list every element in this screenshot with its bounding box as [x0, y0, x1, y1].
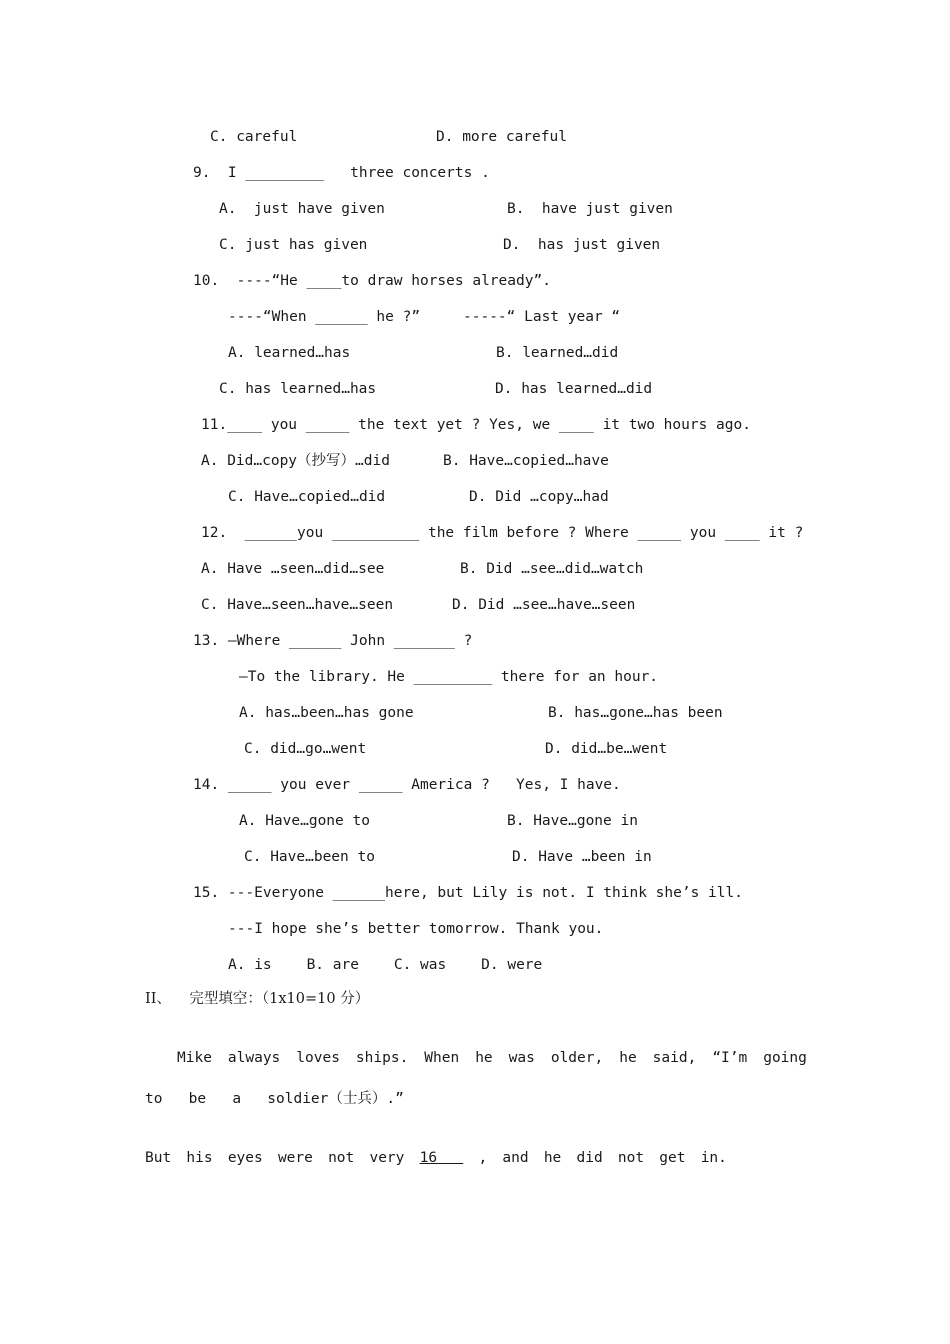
- question-12-option-b: B. Did …see…did…watch: [460, 561, 644, 577]
- question-12-option-d: D. Did …see…have…seen: [452, 597, 636, 613]
- question-13-option-c: C. did…go…went: [244, 741, 367, 757]
- passage-line-1: [177, 1048, 807, 1068]
- passage-word: were: [277, 1150, 313, 1166]
- question-10-option-b: B. learned…did: [496, 345, 619, 361]
- question-15-options: A. is B. are C. was D. were: [228, 957, 543, 973]
- question-13-option-b: B. has…gone…has been: [548, 705, 723, 721]
- passage-word: said,: [652, 1050, 697, 1066]
- question-14-option-b: B. Have…gone in: [507, 813, 638, 829]
- question-10-option-a: A. learned…has: [228, 345, 351, 361]
- passage-word: But: [145, 1150, 172, 1166]
- passage-word: not: [328, 1150, 355, 1166]
- passage-word: Mike: [177, 1050, 212, 1066]
- option-c: C. careful: [210, 129, 298, 145]
- question-15-reply: ---I hope she’s better tomorrow. Thank you.: [228, 921, 604, 937]
- question-13-stem: 13. —Where ______ John _______ ?: [193, 633, 473, 649]
- question-13-option-d: D. did…be…went: [545, 741, 668, 757]
- question-11-option-d: D. Did …copy…had: [469, 489, 609, 505]
- blank-16-number: 16: [419, 1150, 438, 1166]
- question-13-option-a: A. has…been…has gone: [239, 705, 414, 721]
- passage-word: was: [508, 1050, 535, 1066]
- question-9-option-c: C. just has given: [219, 237, 368, 253]
- question-10-stem: 10. ----“He ____to draw horses already”.: [193, 273, 551, 289]
- passage-word: his: [186, 1150, 213, 1166]
- passage-word: going: [763, 1050, 807, 1066]
- question-10-reply-b: -----“ Last year “: [463, 309, 621, 325]
- question-11-stem: 11.____ you _____ the text yet ? Yes, we ____ it two hours ago.: [201, 417, 751, 433]
- passage-word: soldier（士兵）.”: [267, 1091, 404, 1107]
- passage-word: “I’m: [712, 1050, 748, 1066]
- passage-word: did: [576, 1150, 603, 1166]
- question-14-option-c: C. Have…been to: [244, 849, 375, 865]
- passage-word: eyes: [227, 1150, 263, 1166]
- passage-word: he: [475, 1050, 493, 1066]
- question-9-stem: 9. I _________ three concerts .: [193, 165, 490, 181]
- option-d: D. more careful: [436, 129, 567, 145]
- question-10-reply-a: ----“When ______ he ?”: [228, 309, 421, 325]
- question-10-option-d: D. has learned…did: [495, 381, 653, 397]
- passage-word: he: [543, 1150, 562, 1166]
- passage-word: a: [232, 1091, 242, 1107]
- question-11-option-b: B. Have…copied…have: [443, 453, 609, 469]
- question-15-stem: 15. ---Everyone ______here, but Lily is not. I think she’s ill.: [193, 885, 743, 901]
- passage-line-2: [145, 1089, 404, 1109]
- blank-16: [420, 1148, 464, 1168]
- question-10-option-c: C. has learned…has: [219, 381, 377, 397]
- passage-word: be: [188, 1091, 207, 1107]
- question-13-reply: —To the library. He _________ there for an hour.: [239, 669, 659, 685]
- question-14-stem: 14. _____ you ever _____ America ? Yes, I have.: [193, 777, 621, 793]
- question-9-option-d: D. has just given: [503, 237, 661, 253]
- passage-word: older,: [550, 1050, 604, 1066]
- question-11-option-c: C. Have…copied…did: [228, 489, 386, 505]
- question-9-option-b: B. have just given: [507, 201, 673, 217]
- passage-word: loves: [296, 1050, 340, 1066]
- question-14-option-a: A. Have…gone to: [239, 813, 370, 829]
- passage-word: always: [227, 1050, 281, 1066]
- passage-word: When: [424, 1050, 460, 1066]
- question-12-option-c: C. Have…seen…have…seen: [201, 597, 394, 613]
- passage-word: ,: [478, 1150, 488, 1166]
- passage-word: he: [619, 1050, 637, 1066]
- passage-word: to: [145, 1091, 163, 1107]
- passage-word: in.: [700, 1150, 727, 1166]
- passage-word: not: [617, 1150, 645, 1166]
- passage-word: and: [502, 1150, 529, 1166]
- question-14-option-d: D. Have …been in: [512, 849, 652, 865]
- question-12-option-a: A. Have …seen…did…see: [201, 561, 385, 577]
- passage-word: ships.: [355, 1050, 409, 1066]
- passage-word: get: [659, 1150, 686, 1166]
- passage-word: very: [369, 1150, 405, 1166]
- passage-line-3: [145, 1148, 727, 1168]
- question-9-option-a: A. just have given: [219, 201, 385, 217]
- question-12-stem: 12. ______you __________ the film before ? Where _____ you ____ it ?: [201, 525, 804, 541]
- section-2-heading: II、 完型填空：（1x10=10 分）: [145, 991, 370, 1007]
- question-11-option-a: A. Did…copy（抄写）…did: [201, 453, 390, 469]
